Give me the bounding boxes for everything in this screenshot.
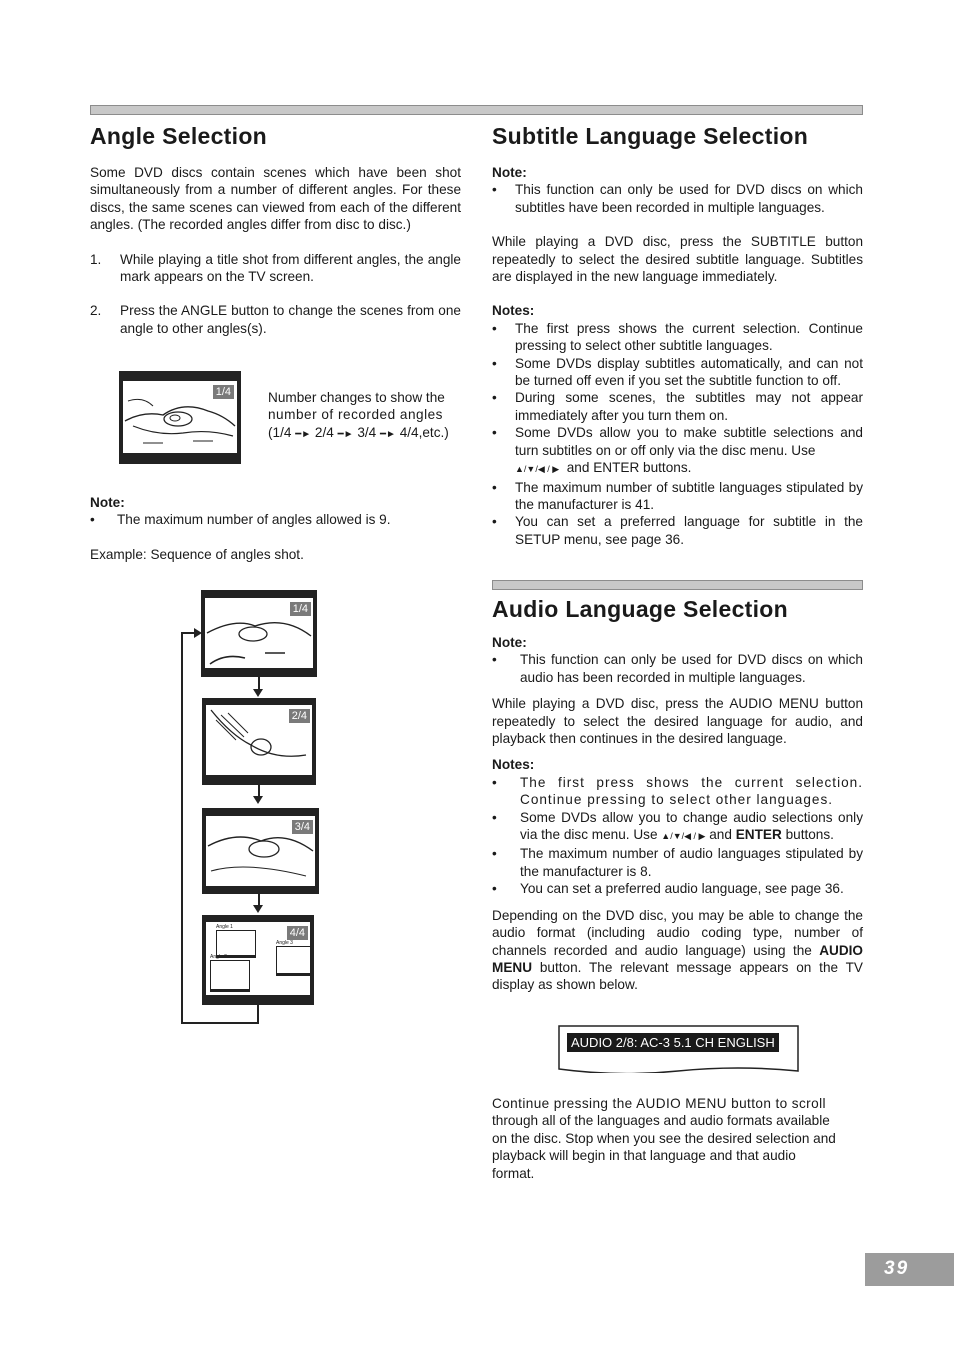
angle-example: Example: Sequence of angles shot.	[90, 546, 304, 562]
audio-text-column: Note: • This function can only be used for DVD discs on which audio has been recorded in multiple languages. While playing a DVD disc, press the AUDIO MENU button repeatedly to select the desired language for audio, and playback then continues in the desired language. Notes: • The first press shows the current selection. Continue pressing to select other languages. • Some DVDs allow you to change audio selections only via the disc menu. Use ▲/▼/◀ / ▶ and ENTER buttons. • The maximum number of audio languages stipulated by the manufacturer is 8. • You can set a preferred audio language, see page 36. Depending on the DVD disc, you may be able to change the audio format (including audio coding type, number of channels recorded and audio language) using the AUDIO MENU button. The relevant message appears on the TV display as shown below.	[492, 634, 863, 994]
section-bar-audio	[492, 580, 863, 590]
arrow-keys-icon: ▲/▼/◀ / ▶	[515, 464, 560, 475]
list-item: • The first press shows the current selection. Continue pressing to select other subtitle languages.	[492, 320, 863, 355]
angle-caption: Number changes to show the number of recorded angles (1/4 ━► 2/4 ━► 3/4 ━► 4/4,etc.)	[268, 389, 461, 443]
subtitle-selection-title: Subtitle Language Selection	[492, 123, 809, 149]
angle-sequence: (1/4 ━► 2/4 ━► 3/4 ━► 4/4,etc.)	[268, 424, 461, 443]
angle-tv-illustration	[119, 371, 241, 464]
list-item: • You can set a preferred language for subtitle in the SETUP menu, see page 36.	[492, 513, 863, 548]
list-item: • During some scenes, the subtitles may not appear immediately after you turn them on.	[492, 389, 863, 424]
list-item: • Some DVDs display subtitles automatically, and can not be turned off even if you set the subtitle function to off.	[492, 355, 863, 390]
sequence-badge: 2/4	[289, 709, 310, 723]
angle-note-item: • The maximum number of angles allowed is 9.	[90, 511, 461, 528]
audio-selection-title: Audio Language Selection	[492, 596, 789, 622]
subtitle-notes	[492, 320, 863, 548]
mini-label: Angle 3	[276, 940, 293, 946]
audio-osd-label: AUDIO 2/8: AC-3 5.1 CH ENGLISH	[567, 1033, 779, 1052]
arrow-right-icon	[194, 628, 202, 638]
sequence-badge: 1/4	[290, 602, 311, 616]
arrow-keys-icon: ▲/▼/◀ / ▶	[661, 831, 706, 842]
audio-osd-display	[558, 1025, 799, 1073]
list-item: • You can set a preferred audio language, see page 36.	[492, 880, 863, 897]
section-bar-left	[90, 105, 863, 115]
audio-para-3: Continue pressing the AUDIO MENU button to scroll through all of the languages and audio formats available on the disc. Stop when you see the desired selection and playback will begin in that language and that audio format.	[492, 1096, 836, 1181]
angle-step: 1. While playing a title shot from different angles, the angle mark appears on the TV screen.	[90, 251, 461, 285]
arrow-right-icon: ━►	[380, 428, 396, 440]
audio-notes	[492, 774, 863, 898]
audio-para-1: While playing a DVD disc, press the AUDIO MENU button repeatedly to select the desired language for audio, and playback then continues in the desired language.	[492, 696, 863, 747]
subtitle-text-column: Note: • This function can only be used for DVD discs on which subtitles have been recorded in multiple languages. While playing a DVD disc, press the SUBTITLE button repeatedly to select the desired subtitle language. Subtitles are displayed in the new language immediately. Notes: • The first press shows the current selection. Continue pressing to select other subtitle languages. • Some DVDs display subtitles automatically, and can not be turned off even if you set the subtitle function to off. • During some scenes, the subtitles may not appear immediately after you turn them on. • Some DVDs allow you to make subtitle selections and turn subtitles on or off only via the disc menu. Use ▲/▼/◀ / ▶ and ENTER buttons. • The maximum number of subtitle languages stipulated by the manufacturer is 41. • You can set a preferred language for subtitle in the SETUP menu, see page 36.	[492, 164, 863, 548]
list-item: • The first press shows the current selection. Continue pressing to select other languages.	[492, 774, 863, 809]
arrow-down-icon	[253, 689, 263, 697]
subtitle-note-item: • This function can only be used for DVD discs on which subtitles have been recorded in multiple languages.	[492, 181, 863, 216]
subtitle-para: While playing a DVD disc, press the SUBTITLE button repeatedly to select the desired subtitle language. Subtitles are displayed in the new language immediately.	[492, 234, 863, 285]
mini-label: Angle 1	[216, 924, 233, 930]
arrow-down-icon	[253, 796, 263, 804]
angle-intro: Some DVD discs contain scenes which have been shot simultaneously from a number of different angles. For these discs, the same scenes can viewed from each of the different angles. (The recorded angles differ from disc to disc.)	[90, 165, 461, 233]
mini-label: Angle 2	[210, 954, 227, 960]
arrow-right-icon: ━►	[295, 428, 312, 440]
page-number-box	[865, 1253, 954, 1286]
sequence-badge: 4/4	[287, 926, 308, 940]
audio-note-item: • This function can only be used for DVD discs on which audio has been recorded in multiple languages.	[492, 651, 863, 686]
list-item: • Some DVDs allow you to change audio selections only via the disc menu. Use ▲/▼/◀ / ▶ and ENTER buttons.	[492, 809, 863, 846]
angle-seq-screen-3	[202, 808, 319, 894]
list-item: • The maximum number of audio languages stipulated by the manufacturer is 8.	[492, 845, 863, 880]
list-item: • The maximum number of subtitle languages stipulated by the manufacturer is 41.	[492, 479, 863, 514]
angle-note: Note: • The maximum number of angles allowed is 9. Example: Sequence of angles shot.	[90, 494, 461, 563]
angle-seq-screen-4	[202, 915, 314, 1005]
audio-para-2: Depending on the DVD disc, you may be able to change the audio format (including audio coding type, number of channels recorded and audio language) using the AUDIO MENU button. The relevant message appears on the TV display as shown below.	[492, 907, 863, 993]
angle-text-column	[90, 164, 461, 337]
angle-step: 2. Press the ANGLE button to change the scenes from one angle to other angles(s).	[90, 303, 461, 336]
angle-seq-screen-1	[201, 590, 317, 677]
list-item: • Some DVDs allow you to make subtitle selections and turn subtitles on or off only via the disc menu. Use ▲/▼/◀ / ▶ and ENTER buttons.	[492, 424, 863, 478]
angle-selection-title: Angle Selection	[90, 123, 268, 149]
angle-steps	[90, 251, 461, 338]
arrow-down-icon	[253, 905, 263, 913]
page-number: 39	[884, 1258, 910, 1279]
arrow-right-icon: ━►	[337, 428, 354, 440]
angle-badge: 1/4	[213, 385, 234, 399]
sequence-badge: 3/4	[292, 820, 313, 834]
angle-seq-screen-2	[202, 698, 316, 785]
